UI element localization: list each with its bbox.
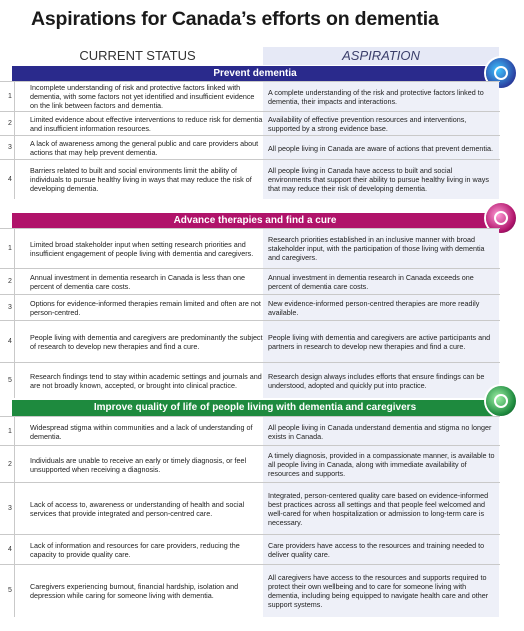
footer-note [150,620,370,624]
current-status-cell: Research findings tend to stay within academic settings and journals and are not broadly known, accepted, or brought into clinical practice. [30,371,262,390]
current-status-cell: Incomplete understanding of risk and protective factors linked with dementia, with some factors not yet identified and insufficient evidence on the link between factors and dementia. [30,83,255,111]
aspiration-cell: Availability of effective prevention resources and interventions, supported by a strong evidence base. [268,115,467,134]
table-row [0,320,500,363]
current-status-cell: Widespread stigma within communities and a lack of understanding of dementia. [30,422,253,441]
row-number: 4 [8,338,12,345]
current-status-cell: Barriers related to built and social environments limit the ability of individuals to pursue healthy living in ways that may reduce the risk of developing dementia. [30,165,252,193]
table-row [0,534,500,565]
row-number: 5 [8,587,12,594]
aspiration-cell: Research priorities established in an inclusive manner with broad stakeholder input, with the participation of those living with dementia and caregivers. [268,235,485,263]
row-number: 3 [8,505,12,512]
current-status-cell: Limited evidence about effective interventions to reduce risk for dementia and insufficient information resources. [30,115,263,134]
table-row [0,482,500,535]
aspiration-cell: Integrated, person-centered quality care based on evidence-informed best practices across all settings and that people feel welcomed and well-cared for when hospitalization or admission to long-term care is necessary. [268,490,489,528]
row-number: 5 [8,376,12,384]
current-status-header: CURRENT STATUS [79,48,196,63]
aspiration-cell: New evidence-informed person-centred therapies are more readily available. [268,299,480,318]
section-banner: Improve quality of life of people living with dementia and caregivers [12,400,498,416]
aspiration-header: ASPIRATION [263,47,499,65]
aspiration-cell: All caregivers have access to the resources and supports required to protect their own wellbeing and to care for someone living with dementia, including being equipped to navigate health care and other support systems. [268,572,489,610]
table-row [0,159,500,199]
table-row [0,294,500,321]
aspiration-cell: Annual investment in dementia research in Canada exceeds one percent of dementia care costs. [268,273,474,292]
aspiration-cell: A timely diagnosis, provided in a compassionate manner, is available to all people living in Canada, along with immediate availability of resources and supports. [268,450,495,478]
table-row [0,445,500,483]
aspiration-cell: A complete understanding of the risk and protective factors linked to dementia, their impacts and interactions. [268,88,484,107]
aspiration-cell: All people living in Canada have access to built and social environments that support their ability to pursue healthy living in ways that may reduce their risk of developing dementia. [268,165,489,193]
aspiration-cell: All people living in Canada are aware of actions that prevent dementia. [268,143,493,153]
row-number: 1 [8,245,12,252]
table-row [0,362,500,398]
row-number: 4 [8,175,12,183]
row-number: 1 [8,427,12,435]
row-number: 1 [8,93,12,100]
current-status-cell: Lack of access to, awareness or understanding of health and social services that provide integrated and person-centred care. [30,500,245,519]
section-banner: Prevent dementia [12,66,498,81]
current-status-cell: People living with dementia and caregivers are predominantly the subject of research to develop new therapies and find a cure. [30,333,263,352]
section-banner: Advance therapies and find a cure [12,213,498,228]
aspiration-cell: People living with dementia and caregivers are active participants and partners in research to develop new therapies and find a cure. [268,333,491,352]
current-status-cell: Options for evidence-informed therapies remain limited and often are not person-centred. [30,299,261,318]
aspiration-cell: Care providers have access to the resources and training needed to deliver quality care. [268,541,485,560]
hands-heart-icon [486,386,516,416]
row-number: 2 [8,120,12,127]
row-number: 3 [8,144,12,151]
current-status-cell: Individuals are unable to receive an early or timely diagnosis, or feel unsupported when receiving a diagnosis. [30,455,247,474]
table-row [0,228,500,269]
table-row [0,268,500,295]
table-row [0,111,500,136]
page-title: Aspirations for Canada’s efforts on dementia [31,8,439,30]
table-row [0,564,500,617]
table-row [0,416,500,446]
current-status-cell: A lack of awareness among the general public and care providers about actions that may help prevent dementia. [30,139,259,158]
row-number: 4 [8,546,12,553]
row-number: 3 [8,304,12,311]
current-status-cell: Lack of information and resources for care providers, reducing the capacity to provide quality care. [30,541,240,560]
row-number: 2 [8,278,12,285]
table-row [0,135,500,160]
aspiration-cell: All people living in Canada understand dementia and stigma no longer exists in Canada. [268,422,492,441]
row-number: 2 [8,460,12,468]
current-status-cell: Annual investment in dementia research in Canada is less than one percent of dementia care costs. [30,273,245,292]
aspiration-cell: Research design always includes efforts that ensure findings can be understood, adopted and quickly put into practice. [268,371,485,390]
current-status-cell: Limited broad stakeholder input when setting research priorities and insufficient engagement of people living with dementia and caregivers. [30,240,254,259]
table-row [0,81,500,112]
current-status-cell: Caregivers experiencing burnout, financial hardship, isolation and depression while caring for someone living with dementia. [30,582,239,601]
